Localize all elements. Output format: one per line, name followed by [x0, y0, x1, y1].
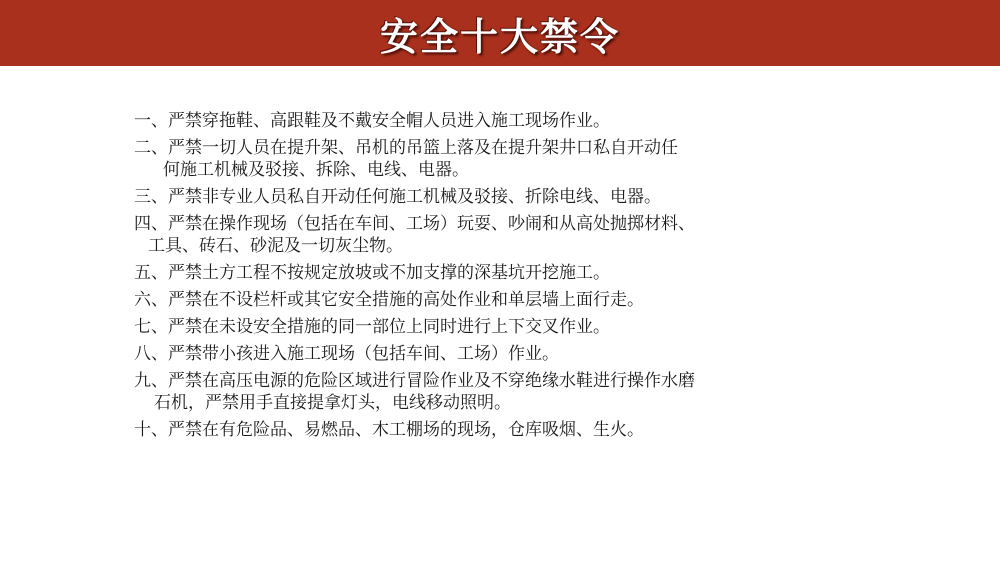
- rule-line: 六、严禁在不设栏杆或其它安全措施的高处作业和单层墙上面行走。: [134, 290, 644, 310]
- rule-line: 八、严禁带小孩进入施工现场（包括车间、工场）作业。: [134, 344, 559, 364]
- list-item: [134, 137, 854, 181]
- list-item: [134, 343, 854, 365]
- list-item: [134, 186, 854, 208]
- list-item: [134, 110, 854, 132]
- list-item: [134, 262, 854, 284]
- rules-list: [134, 110, 854, 446]
- rule-line: 九、严禁在高压电源的危险区域进行冒险作业及不穿绝缘水鞋进行操作水磨: [134, 371, 695, 391]
- list-item: [134, 213, 854, 257]
- rule-line: 四、严禁在操作现场（包括在车间、工场）玩耍、吵闹和从高处抛掷材料、: [134, 214, 695, 234]
- rule-line-continuation: 工具、砖石、砂泥及一切灰尘物。: [148, 236, 403, 256]
- rule-line: 二、严禁一切人员在提升架、吊机的吊篮上落及在提升架井口私自开动任: [134, 138, 678, 158]
- rule-line-continuation: 石机，严禁用手直接提拿灯头，电线移动照明。: [154, 393, 511, 413]
- list-item: [134, 316, 854, 338]
- list-item: [134, 419, 854, 441]
- rule-line: 一、严禁穿拖鞋、高跟鞋及不戴安全帽人员进入施工现场作业。: [134, 111, 610, 131]
- list-item: [134, 289, 854, 311]
- rule-line: 五、严禁土方工程不按规定放坡或不加支撑的深基坑开挖施工。: [134, 263, 610, 283]
- rule-line-continuation: 何施工机械及驳接、拆除、电线、电器。: [163, 160, 469, 180]
- rule-line: 三、严禁非专业人员私自开动任何施工机械及驳接、折除电线、电器。: [134, 187, 661, 207]
- rule-line: 七、严禁在未设安全措施的同一部位上同时进行上下交叉作业。: [134, 317, 610, 337]
- list-item: [134, 370, 854, 414]
- rule-line: 十、严禁在有危险品、易燃品、木工棚场的现场，仓库吸烟、生火。: [134, 420, 644, 440]
- slide-title: 安全十大禁令: [379, 15, 620, 59]
